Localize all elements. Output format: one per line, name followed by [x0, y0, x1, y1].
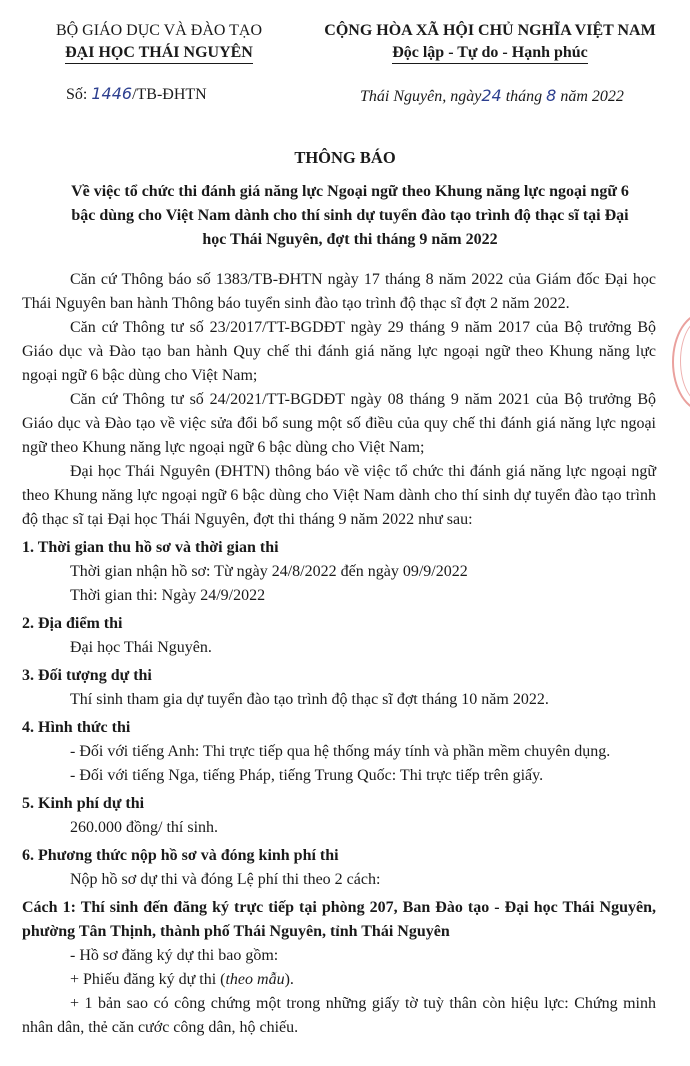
paragraph-2: Căn cứ Thông tư số 23/2017/TT-BGDĐT ngày 29 tháng 9 năm 2017 của Bộ trưởng Bộ Giáo dục và Đào tạo ban hành Quy chế thi đánh giá năng lực ngoại ngữ theo Khung năng lực ngoại ngữ 6 bậc dùng cho Việt Nam;: [22, 319, 656, 384]
document-number: [66, 84, 207, 104]
date-prefix: Thái Nguyên, ngày: [360, 88, 482, 105]
section-1-line-2: Thời gian thi: Ngày 24/9/2022: [70, 587, 266, 604]
document-date: [360, 86, 624, 106]
section-6-heading: 6. Phương thức nộp hồ sơ và đóng kinh phí thi: [22, 847, 339, 864]
paragraph-4: Đại học Thái Nguyên (ĐHTN) thông báo về việc tổ chức thi đánh giá năng lực ngoại ngữ theo Khung năng lực ngoại ngữ 6 bậc dùng cho Việt Nam dành cho thí sinh dự tuyển đào tạo trình độ thạc sĩ tại Đại học Thái Nguyên, đợt thi tháng 9 năm 2022 như sau:: [22, 463, 656, 528]
country-name: CỘNG HÒA XÃ HỘI CHỦ NGHĨA VIỆT NAM: [324, 22, 656, 39]
ministry-name: BỘ GIÁO DỤC VÀ ĐÀO TẠO: [55, 22, 263, 39]
method-1-line-2-prefix: + Phiếu đăng ký dự thi (: [70, 971, 226, 988]
document-subtitle: Về việc tổ chức thi đánh giá năng lực Ngoại ngữ theo Khung năng lực ngoại ngữ 6 bậc dùng cho Việt Nam dành cho thí sinh dự tuyển đào tạo trình độ thạc sĩ tại Đại học Thái Nguyên, đợt thi tháng 9 năm 2022: [71, 183, 629, 248]
section-6-line-1: Nộp hồ sơ dự thi và đóng Lệ phí thi theo 2 cách:: [70, 871, 381, 888]
method-1-line-2: [22, 968, 656, 992]
method-1-heading: Cách 1: Thí sinh đến đăng ký trực tiếp tại phòng 207, Ban Đào tạo - Đại học Thái Nguyên, phường Tân Thịnh, thành phố Thái Nguyên, tỉnh Thái Nguyên: [22, 899, 656, 940]
section-3-heading: 3. Đối tượng dự thi: [22, 667, 152, 684]
method-1-line-2-suffix: ).: [284, 971, 294, 988]
document-number-label: Số:: [66, 86, 88, 103]
method-1-line-3: + 1 bản sao có công chứng một trong những giấy tờ tuỳ thân còn hiệu lực: Chứng minh nhân dân, thẻ căn cước công dân, hộ chiếu.: [22, 995, 656, 1036]
paragraph-1: Căn cứ Thông báo số 1383/TB-ĐHTN ngày 17 tháng 8 năm 2022 của Giám đốc Đại học Thái Nguyên ban hành Thông báo tuyển sinh đào tạo trình độ thạc sĩ đợt 2 năm 2022.: [22, 271, 656, 312]
section-3-line-1: Thí sinh tham gia dự tuyển đào tạo trình độ thạc sĩ đợt tháng 10 năm 2022.: [70, 691, 549, 708]
document-body: [22, 268, 656, 1040]
date-month: 8: [546, 86, 557, 105]
document-number-value: 1446: [91, 84, 133, 103]
method-1-line-2-italic: theo mẫu: [225, 971, 285, 988]
method-1-line-1: - Hồ sơ đăng ký dự thi bao gồm:: [70, 947, 279, 964]
section-5-line-1: 260.000 đồng/ thí sinh.: [70, 819, 219, 836]
date-year: năm 2022: [560, 88, 624, 105]
document-title: THÔNG BÁO: [294, 148, 396, 167]
university-name-text: ĐẠI HỌC THÁI NGUYÊN: [65, 44, 253, 64]
paragraph-3: Căn cứ Thông tư số 24/2021/TT-BGDĐT ngày 08 tháng 9 năm 2021 của Bộ trưởng Bộ Giáo dục và Đào tạo về việc sửa đổi bổ sung một số điều của quy chế thi đánh giá năng lực ngoại ngữ theo Khung năng lực ngoại ngữ 6 bậc dùng cho Việt Nam;: [22, 391, 656, 456]
section-4-line-2: - Đối với tiếng Nga, tiếng Pháp, tiếng Trung Quốc: Thi trực tiếp trên giấy.: [70, 767, 544, 784]
section-4-line-1: - Đối với tiếng Anh: Thi trực tiếp qua hệ thống máy tính và phần mềm chuyên dụng.: [70, 743, 611, 760]
university-name: [34, 44, 284, 64]
section-4-heading: 4. Hình thức thi: [22, 719, 131, 736]
section-5-heading: 5. Kinh phí dự thi: [22, 795, 145, 812]
section-1-heading: 1. Thời gian thu hồ sơ và thời gian thi: [22, 539, 279, 556]
date-month-label: tháng: [505, 88, 543, 105]
document-header: [0, 18, 690, 113]
section-2-line-1: Đại học Thái Nguyên.: [70, 639, 212, 656]
date-day: 24: [481, 86, 502, 105]
section-2-heading: 2. Địa điểm thi: [22, 615, 123, 632]
document-number-suffix: /TB-ĐHTN: [132, 86, 207, 103]
section-1-line-1: Thời gian nhận hồ sơ: Từ ngày 24/8/2022 đến ngày 09/9/2022: [70, 563, 468, 580]
national-motto-text: Độc lập - Tự do - Hạnh phúc: [392, 44, 588, 64]
national-motto: [300, 44, 680, 64]
